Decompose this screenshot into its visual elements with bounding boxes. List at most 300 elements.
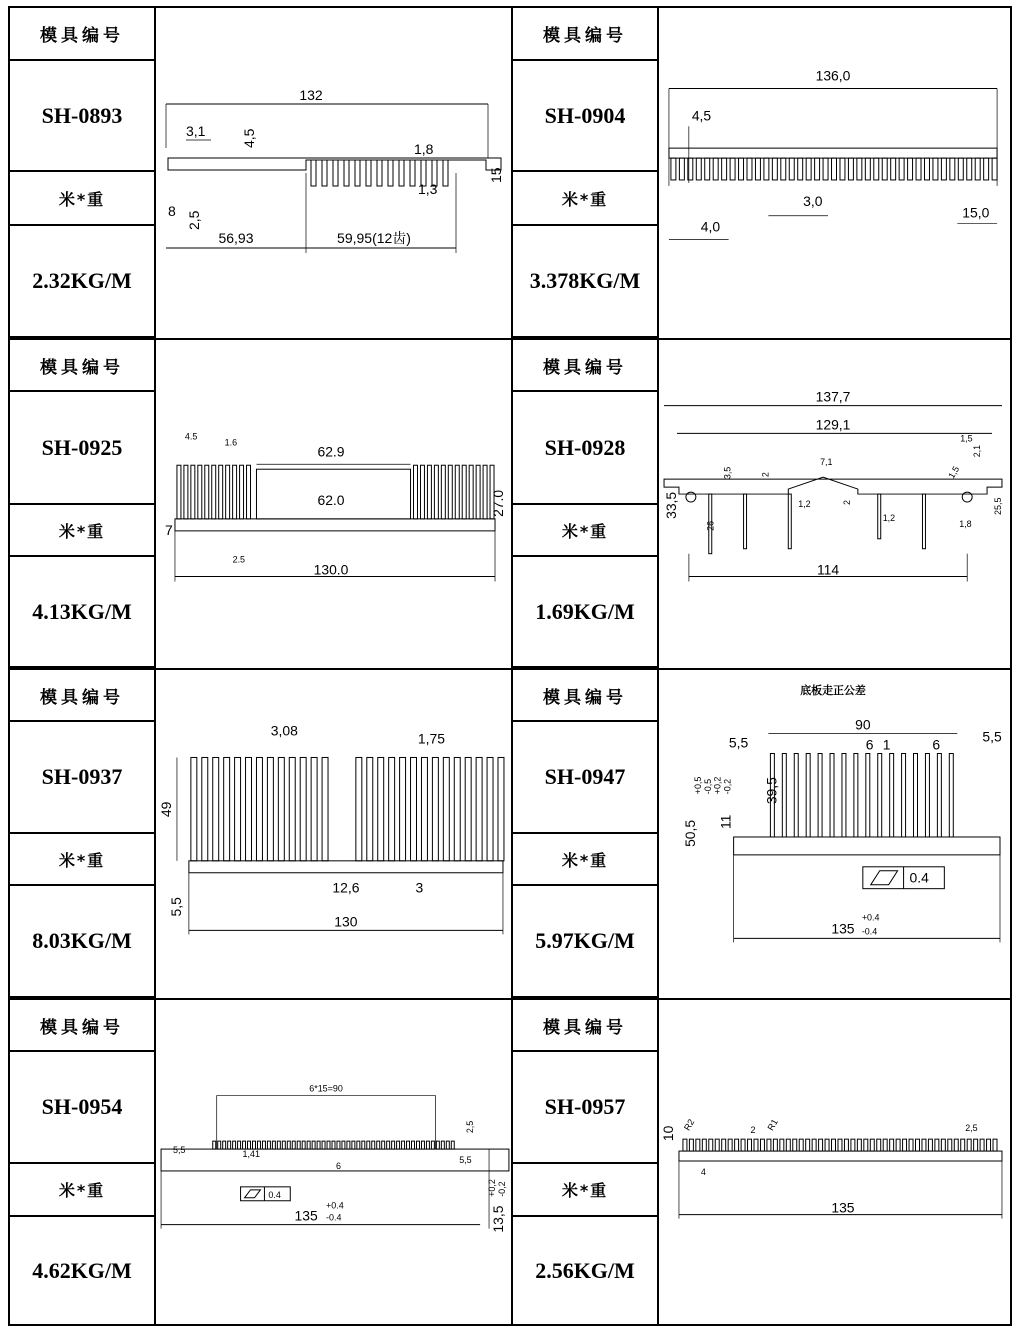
- dim-d10: 1,2: [798, 498, 811, 509]
- fin: [307, 1141, 310, 1149]
- fin: [431, 1141, 434, 1149]
- fin: [367, 1141, 370, 1149]
- fin: [950, 158, 955, 180]
- dim-d6: 3: [415, 879, 424, 896]
- fin: [715, 1139, 719, 1151]
- fin: [941, 1139, 945, 1151]
- tol-dn: -0.4: [326, 1212, 342, 1223]
- fin: [744, 494, 747, 549]
- dim-d1: 4.5: [184, 431, 198, 442]
- fin: [928, 1139, 932, 1151]
- fin: [683, 1139, 687, 1151]
- fin: [878, 494, 881, 539]
- dim-d1: 3,08: [270, 722, 298, 739]
- fin: [248, 1141, 251, 1149]
- fin: [832, 1139, 836, 1151]
- fin: [903, 1139, 907, 1151]
- fin: [696, 158, 701, 180]
- fin: [909, 1139, 913, 1151]
- fin: [975, 158, 980, 180]
- mold-code: SH-0925: [10, 392, 156, 505]
- fin: [838, 1139, 842, 1151]
- fin: [382, 1141, 385, 1149]
- mold-number-label: 模具编号: [513, 670, 659, 722]
- fin: [941, 158, 946, 180]
- fin: [914, 753, 918, 836]
- fin: [483, 465, 487, 519]
- fin: [857, 158, 862, 180]
- dim-d5: 27.0: [489, 489, 506, 517]
- fin: [870, 1139, 874, 1151]
- dim-total: 130.0: [313, 561, 349, 578]
- fin: [815, 158, 820, 180]
- dim-d7: 39,5: [763, 777, 780, 805]
- fin: [342, 1141, 345, 1149]
- fin: [420, 465, 424, 519]
- profile-drawing: [659, 340, 1012, 668]
- dim-d4: 4,0: [700, 218, 721, 235]
- fin: [387, 1141, 390, 1149]
- dim-d4: 5,5: [167, 897, 184, 917]
- fin: [925, 753, 929, 836]
- fin: [272, 1141, 275, 1149]
- fin: [984, 158, 989, 180]
- fin: [705, 158, 710, 180]
- fin: [987, 1139, 991, 1151]
- dim-d10: 50,5: [681, 819, 698, 847]
- fin: [980, 1139, 984, 1151]
- fin: [300, 757, 306, 860]
- fin: [916, 1139, 920, 1151]
- weight-label: 米*重: [513, 834, 659, 886]
- profile-svg-sh-0937: [156, 670, 511, 998]
- fin: [713, 158, 718, 180]
- tol-up: +0.4: [861, 912, 880, 923]
- fin: [277, 1141, 280, 1149]
- fin: [372, 1141, 375, 1149]
- profile-svg-sh-0928: [659, 340, 1012, 668]
- fin: [767, 1139, 771, 1151]
- fin: [735, 1139, 739, 1151]
- dim-total: 135: [831, 920, 855, 937]
- fin: [739, 158, 744, 180]
- mold-code: SH-0904: [513, 61, 659, 172]
- fin: [191, 757, 197, 860]
- dim-d2: 5,5: [728, 734, 749, 751]
- profile-drawing: [659, 1000, 1012, 1324]
- weight-value: 3.378KG/M: [513, 226, 659, 338]
- fin: [218, 1141, 221, 1149]
- fin: [948, 1139, 952, 1151]
- fin: [332, 1141, 335, 1149]
- dim-d1: 129,1: [815, 416, 851, 433]
- fin: [240, 465, 244, 519]
- fin: [937, 753, 941, 836]
- fin: [327, 1141, 330, 1149]
- fin: [287, 1141, 290, 1149]
- fin: [311, 757, 317, 860]
- fin: [282, 1141, 285, 1149]
- fin: [202, 757, 208, 860]
- dim-d14: 25,5: [992, 497, 1003, 515]
- dim-d3: 5,5: [172, 1145, 186, 1156]
- fin: [924, 158, 929, 180]
- mold-number-label: 模具编号: [513, 1000, 659, 1052]
- fin: [916, 158, 921, 180]
- dim-d6: 7,1: [820, 457, 833, 468]
- fin: [823, 158, 828, 180]
- fin: [857, 1139, 861, 1151]
- dim-d5: 2,5: [965, 1123, 978, 1134]
- fin: [935, 1139, 939, 1151]
- fin: [830, 753, 834, 836]
- fin: [262, 1141, 265, 1149]
- weight-label: 米*重: [10, 834, 156, 886]
- profile-drawing: [156, 340, 511, 668]
- fin: [755, 158, 760, 180]
- fin: [840, 158, 845, 180]
- fin: [848, 158, 853, 180]
- mold-code: SH-0947: [513, 722, 659, 834]
- dim-d8: +0,5: [692, 776, 703, 795]
- fin: [451, 1141, 454, 1149]
- dim-total: 132: [299, 87, 323, 103]
- dim-d3: 15,0: [962, 204, 990, 221]
- fin: [344, 160, 349, 186]
- dim-d6: 4: [700, 1166, 706, 1177]
- fin: [219, 465, 223, 519]
- dim-h-dn: -0,2: [496, 1181, 507, 1197]
- fin: [741, 1139, 745, 1151]
- fin: [235, 757, 241, 860]
- fin: [389, 757, 395, 860]
- dim-d8: 56,93: [218, 230, 254, 246]
- fin: [874, 158, 879, 180]
- fin: [322, 160, 327, 186]
- weight-label: 米*重: [10, 1164, 156, 1217]
- fin: [226, 465, 230, 519]
- fin: [760, 1139, 764, 1151]
- fin: [877, 1139, 881, 1151]
- fin: [854, 753, 858, 836]
- fin: [908, 158, 913, 180]
- profile-drawing: [156, 1000, 511, 1324]
- weight-value: 2.32KG/M: [10, 226, 156, 338]
- fin: [278, 757, 284, 860]
- mold-number-label: 模具编号: [513, 340, 659, 392]
- weight-value: 5.97KG/M: [513, 886, 659, 998]
- profile-svg-sh-0904: [659, 8, 1012, 338]
- fin: [949, 753, 953, 836]
- fin: [890, 1139, 894, 1151]
- mold-code: SH-0954: [10, 1052, 156, 1164]
- mold-number-label: 模具编号: [10, 1000, 156, 1052]
- dim-d1: 3,1: [186, 123, 206, 139]
- mold-number-label: 模具编号: [513, 8, 659, 61]
- fin: [789, 158, 794, 180]
- fin: [205, 465, 209, 519]
- fin: [866, 753, 870, 836]
- fin: [832, 158, 837, 180]
- fin: [267, 757, 273, 860]
- dim-d4: R1: [765, 1117, 780, 1133]
- fin: [806, 1139, 810, 1151]
- fin: [352, 1141, 355, 1149]
- dim-d3: 1,8: [414, 141, 434, 157]
- dim-d9: 26: [705, 520, 716, 531]
- mold-code: SH-0893: [10, 61, 156, 172]
- dim-d5: 2: [760, 472, 771, 478]
- dim-d3: 2,1: [972, 444, 983, 458]
- fin: [333, 160, 338, 186]
- flatness-value: 0.4: [268, 1189, 281, 1200]
- dim-d5: 6: [335, 1160, 341, 1171]
- dim-total: 130: [334, 913, 358, 930]
- fin: [427, 465, 431, 519]
- fin: [426, 1141, 429, 1149]
- dim-d3: 62.9: [317, 443, 345, 460]
- fin: [902, 753, 906, 836]
- fin: [267, 1141, 270, 1149]
- dim-d2: 4,5: [241, 128, 257, 148]
- dim-d5: 12,6: [332, 879, 360, 896]
- fin: [416, 1141, 419, 1149]
- fin: [233, 1141, 236, 1149]
- fin: [722, 158, 727, 180]
- fin: [312, 1141, 315, 1149]
- profile-drawing: [659, 670, 1012, 998]
- fin: [842, 753, 846, 836]
- fin: [191, 465, 195, 519]
- fin: [883, 1139, 887, 1151]
- weight-label: 米*重: [10, 505, 156, 557]
- fin: [819, 1139, 823, 1151]
- fin: [844, 1139, 848, 1151]
- fin: [224, 757, 230, 860]
- fin: [958, 158, 963, 180]
- weight-value: 1.69KG/M: [513, 557, 659, 668]
- profile-svg-sh-0893: [156, 8, 511, 338]
- fin: [891, 158, 896, 180]
- fin: [890, 753, 894, 836]
- fin: [794, 753, 798, 836]
- fin: [798, 158, 803, 180]
- dim-d1: 6*15=90: [309, 1083, 343, 1094]
- fin: [434, 465, 438, 519]
- fin: [412, 1141, 415, 1149]
- dim-total: 137,7: [815, 388, 851, 405]
- dim-d7: 2,5: [186, 210, 202, 230]
- fin: [812, 1139, 816, 1151]
- fin: [311, 160, 316, 186]
- tol-dn: -0.4: [861, 926, 878, 937]
- profile-drawing: [156, 8, 511, 338]
- fin: [407, 1141, 410, 1149]
- fin: [213, 1141, 216, 1149]
- profile-drawing: [156, 670, 511, 998]
- dim-h-up: +0,2: [487, 1179, 498, 1197]
- dim-d4: 62.0: [317, 491, 345, 508]
- dim-d8: 33,5: [662, 491, 679, 519]
- fin: [322, 757, 328, 860]
- fin: [246, 757, 252, 860]
- catalog-sheet: [8, 6, 1012, 1326]
- fin: [253, 1141, 256, 1149]
- fin: [411, 757, 417, 860]
- fin: [476, 757, 482, 860]
- dim-d6: 8: [168, 203, 176, 219]
- fin: [297, 1141, 300, 1149]
- fin: [233, 465, 237, 519]
- fin: [806, 753, 810, 836]
- weight-value: 4.13KG/M: [10, 557, 156, 668]
- fin: [421, 757, 427, 860]
- item-sh-0957: [511, 998, 1012, 1324]
- fin: [462, 465, 466, 519]
- fin: [455, 465, 459, 519]
- fin: [896, 1139, 900, 1151]
- dim-d2: 3,0: [803, 192, 823, 209]
- dim-d2: R2: [681, 1117, 697, 1133]
- mold-code: SH-0957: [513, 1052, 659, 1164]
- fin: [402, 1141, 405, 1149]
- dim-d9: 59,95(12齿): [337, 230, 411, 246]
- fin: [322, 1141, 325, 1149]
- fin: [922, 1139, 926, 1151]
- dim-d7: 2.5: [232, 554, 246, 565]
- mold-number-label: 模具编号: [10, 8, 156, 61]
- fin: [400, 757, 406, 860]
- fin: [730, 158, 735, 180]
- fin: [432, 757, 438, 860]
- fin: [302, 1141, 305, 1149]
- dim-d4: 3,5: [722, 466, 733, 480]
- fin: [388, 160, 393, 186]
- fin: [709, 1139, 713, 1151]
- weight-value: 4.62KG/M: [10, 1217, 156, 1324]
- fin: [355, 160, 360, 186]
- weight-label: 米*重: [513, 505, 659, 557]
- fin: [378, 757, 384, 860]
- dim-total: 135: [294, 1207, 318, 1224]
- dim-d2: 1,5: [960, 433, 973, 444]
- fin: [223, 1141, 226, 1149]
- dim-d5: 6: [932, 736, 941, 753]
- fin: [922, 494, 925, 549]
- fin: [781, 158, 786, 180]
- dim-d3: 6: [865, 736, 874, 753]
- fin: [392, 1141, 395, 1149]
- dim-d2: 1.6: [224, 437, 238, 448]
- fin: [864, 1139, 868, 1151]
- dim-d5: 1,3: [418, 181, 438, 197]
- fin: [454, 757, 460, 860]
- fin: [878, 753, 882, 836]
- flatness-value: 0.4: [909, 869, 929, 886]
- fin: [967, 1139, 971, 1151]
- fin: [679, 158, 684, 180]
- profile-drawing: [659, 8, 1012, 338]
- fin: [851, 1139, 855, 1151]
- fin: [228, 1141, 231, 1149]
- dim-d2: 2,5: [465, 1120, 476, 1134]
- fin: [443, 160, 448, 186]
- fin: [257, 1141, 260, 1149]
- fin: [356, 757, 362, 860]
- fin: [772, 158, 777, 180]
- fin: [367, 757, 373, 860]
- fin: [780, 1139, 784, 1151]
- fin: [773, 1139, 777, 1151]
- fin: [213, 757, 219, 860]
- item-sh-0904: [511, 8, 1012, 338]
- dim-d6: 7: [165, 521, 173, 538]
- fin: [933, 158, 938, 180]
- fin: [399, 160, 404, 186]
- fin: [793, 1139, 797, 1151]
- dim-d3: 49: [157, 801, 174, 818]
- mold-number-label: 模具编号: [10, 670, 156, 722]
- dim-d2: 1,75: [417, 730, 445, 747]
- weight-label: 米*重: [513, 172, 659, 226]
- fin: [436, 1141, 439, 1149]
- profile-svg-sh-0925: [156, 340, 511, 668]
- fin: [414, 465, 418, 519]
- fin: [961, 1139, 965, 1151]
- fin: [377, 1141, 380, 1149]
- fin: [696, 1139, 700, 1151]
- dim-d9: -0,5: [702, 778, 713, 795]
- dim-total: 135: [831, 1199, 855, 1216]
- dim-d12: 1,2: [882, 512, 896, 523]
- dim-d12: -0,2: [722, 778, 733, 795]
- dim-d15: 114: [816, 561, 840, 578]
- fin: [882, 158, 887, 180]
- item-sh-0937: [10, 668, 511, 998]
- fin: [806, 158, 811, 180]
- fin: [443, 757, 449, 860]
- fin: [198, 465, 202, 519]
- fin: [465, 757, 471, 860]
- fin: [754, 1139, 758, 1151]
- fin: [289, 757, 295, 860]
- fin: [441, 1141, 444, 1149]
- fin: [689, 1139, 693, 1151]
- fin: [728, 1139, 732, 1151]
- dim-h: 13,5: [489, 1205, 506, 1233]
- fin: [256, 757, 262, 860]
- dim-d11: +0,2: [712, 776, 723, 795]
- fin: [899, 158, 904, 180]
- weight-label: 米*重: [513, 1164, 659, 1217]
- fin: [362, 1141, 365, 1149]
- fin: [421, 1141, 424, 1149]
- mold-code: SH-0928: [513, 392, 659, 505]
- dim-d4: 15: [488, 167, 504, 183]
- fin: [238, 1141, 241, 1149]
- fin: [764, 158, 769, 180]
- fin: [184, 465, 188, 519]
- fin: [410, 160, 415, 186]
- weight-value: 8.03KG/M: [10, 886, 156, 998]
- fin: [357, 1141, 360, 1149]
- dim-d13: 1,8: [959, 518, 972, 529]
- fin: [788, 494, 791, 549]
- dim-total: 136,0: [815, 67, 851, 84]
- mold-code: SH-0937: [10, 722, 156, 834]
- fin: [722, 1139, 726, 1151]
- note-text: 底板走正公差: [800, 683, 866, 697]
